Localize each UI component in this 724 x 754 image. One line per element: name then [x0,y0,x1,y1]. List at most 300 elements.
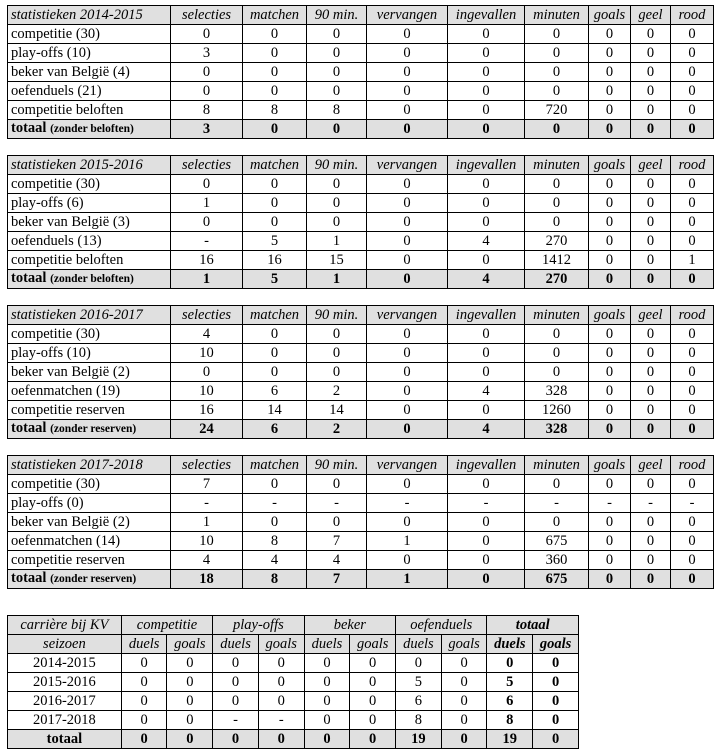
cell-value: 0 [307,44,367,63]
cell-value: 0 [589,325,631,344]
cell-value: 16 [243,251,307,270]
cell-value: 0 [307,363,367,382]
column-header: minuten [525,156,589,175]
header-row [8,6,714,25]
column-header: selecties [171,6,243,25]
cell-value: 1260 [525,401,589,420]
total-value: 0 [671,420,714,439]
column-header: vervangen [367,306,448,325]
total-value: 0 [307,120,367,139]
table-row [8,213,714,232]
cell-value: 0 [589,532,631,551]
career-total-value: 0 [121,730,167,749]
total-note: (zonder beloften) [50,123,134,135]
season-title: statistieken 2015-2016 [8,156,171,175]
career-row [8,692,579,711]
cell-value: 0 [525,344,589,363]
career-sub-label: duels [487,635,533,654]
column-header: goals [589,456,631,475]
cell-value: 0 [671,513,714,532]
table-row [8,382,714,401]
cell-value: 0 [589,344,631,363]
total-value: 0 [631,420,671,439]
cell-value: 4 [448,382,525,401]
total-value: 24 [171,420,243,439]
cell-value: 0 [671,175,714,194]
cell-value: 4 [171,325,243,344]
column-header: 90 min. [307,6,367,25]
column-header: ingevallen [448,6,525,25]
column-header: geel [631,6,671,25]
career-group-label: totaal [487,616,579,635]
cell-value: 0 [671,232,714,251]
career-total-value: 19 [396,730,442,749]
career-value: 8 [487,711,533,730]
total-row [8,270,714,289]
cell-value: 0 [589,213,631,232]
cell-value: 0 [243,363,307,382]
column-header: ingevallen [448,156,525,175]
career-value: 0 [304,654,350,673]
column-header: vervangen [367,456,448,475]
cell-value: 10 [171,532,243,551]
cell-value: 0 [631,401,671,420]
cell-value: 0 [243,344,307,363]
cell-value: 1412 [525,251,589,270]
season-table-2014-2015 [7,5,714,139]
column-header: goals [589,306,631,325]
table-row [8,363,714,382]
cell-value: 0 [448,63,525,82]
career-total-value: 0 [213,730,259,749]
column-header: goals [589,6,631,25]
cell-value: 0 [171,63,243,82]
career-value: 0 [533,692,579,711]
total-value: 0 [367,120,448,139]
cell-value: 0 [448,82,525,101]
cell-value: 720 [525,101,589,120]
column-header: minuten [525,306,589,325]
cell-value: 0 [448,401,525,420]
career-value: - [213,711,259,730]
cell-value: 0 [671,44,714,63]
total-label [8,420,171,439]
career-value: 0 [350,692,396,711]
column-header: ingevallen [448,456,525,475]
career-sub-label: duels [304,635,350,654]
cell-value: 0 [525,25,589,44]
row-label: beker van België (4) [8,63,171,82]
cell-value: 0 [631,63,671,82]
career-table [7,615,579,749]
cell-value: 0 [171,363,243,382]
total-value: 328 [525,420,589,439]
career-value: 0 [167,654,213,673]
cell-value: 0 [367,251,448,270]
cell-value: 3 [171,44,243,63]
row-label: competitie reserven [8,401,171,420]
cell-value: 0 [525,513,589,532]
career-sub-label: goals [350,635,396,654]
cell-value: 0 [171,213,243,232]
column-header: goals [589,156,631,175]
total-label [8,570,171,589]
career-sub-label: duels [396,635,442,654]
cell-value: 0 [307,194,367,213]
column-header: rood [671,6,714,25]
cell-value: 0 [525,194,589,213]
total-note: (zonder reserven) [50,573,137,585]
season-title: statistieken 2016-2017 [8,306,171,325]
total-value: 270 [525,270,589,289]
table-row [8,232,714,251]
row-label: beker van België (2) [8,363,171,382]
cell-value: 0 [589,475,631,494]
row-label: play-offs (0) [8,494,171,513]
table-row [8,25,714,44]
career-value: 0 [533,711,579,730]
total-row [8,420,714,439]
career-value: 0 [121,692,167,711]
table-row [8,475,714,494]
cell-value: 1 [671,251,714,270]
column-header: selecties [171,306,243,325]
total-text: totaal [11,420,47,436]
cell-value: 0 [243,25,307,44]
career-value: 5 [487,673,533,692]
total-text: totaal [11,570,47,586]
season-title: statistieken 2014-2015 [8,6,171,25]
column-header: vervangen [367,6,448,25]
cell-value: 0 [631,363,671,382]
career-value: 0 [441,654,487,673]
cell-value: 0 [367,401,448,420]
cell-value: 0 [367,175,448,194]
cell-value: - [171,494,243,513]
column-header: geel [631,156,671,175]
cell-value: 0 [448,551,525,570]
cell-value: 0 [448,251,525,270]
cell-value: 0 [367,325,448,344]
table-row [8,44,714,63]
cell-value: - [243,494,307,513]
season-table-2015-2016 [7,155,714,289]
cell-value: 0 [367,213,448,232]
season-title: statistieken 2017-2018 [8,456,171,475]
cell-value: 0 [307,175,367,194]
cell-value: 0 [631,82,671,101]
column-header: 90 min. [307,156,367,175]
cell-value: 0 [589,63,631,82]
cell-value: 0 [589,251,631,270]
column-header: rood [671,456,714,475]
career-value: 0 [258,654,304,673]
header-row [8,156,714,175]
cell-value: 0 [367,475,448,494]
cell-value: - [307,494,367,513]
career-value: 0 [350,711,396,730]
column-header: rood [671,306,714,325]
career-sub-label: goals [258,635,304,654]
total-value: 0 [448,120,525,139]
table-row [8,532,714,551]
cell-value: 0 [589,513,631,532]
total-value: 7 [307,570,367,589]
row-label: oefenduels (13) [8,232,171,251]
cell-value: 0 [367,63,448,82]
cell-value: 0 [589,363,631,382]
cell-value: 4 [448,232,525,251]
cell-value: 0 [448,175,525,194]
cell-value: 0 [671,475,714,494]
cell-value: 0 [671,382,714,401]
cell-value: 16 [171,401,243,420]
career-sub-label: duels [213,635,259,654]
cell-value: 0 [589,382,631,401]
table-row [8,401,714,420]
career-group-header [8,616,579,635]
cell-value: 0 [631,25,671,44]
cell-value: 0 [171,82,243,101]
cell-value: 0 [448,44,525,63]
career-value: 0 [350,654,396,673]
cell-value: 0 [671,101,714,120]
cell-value: 0 [671,551,714,570]
career-group-label: play-offs [213,616,304,635]
career-total-value: 0 [441,730,487,749]
total-text: totaal [11,270,47,286]
cell-value: 0 [171,175,243,194]
career-value: 0 [213,654,259,673]
career-value: 0 [121,711,167,730]
row-label: play-offs (10) [8,344,171,363]
cell-value: 1 [367,532,448,551]
row-label: beker van België (3) [8,213,171,232]
cell-value: 0 [631,532,671,551]
cell-value: 0 [307,63,367,82]
cell-value: 0 [307,344,367,363]
total-value: 4 [448,420,525,439]
cell-value: 0 [525,63,589,82]
cell-value: 0 [631,551,671,570]
cell-value: 7 [307,532,367,551]
cell-value: 0 [243,44,307,63]
cell-value: 10 [171,344,243,363]
cell-value: 0 [448,325,525,344]
career-group-label: beker [304,616,395,635]
career-value: 0 [441,711,487,730]
cell-value: 0 [307,475,367,494]
career-total-value: 0 [533,730,579,749]
cell-value: - [631,494,671,513]
career-group-label: competitie [121,616,212,635]
column-header: selecties [171,156,243,175]
cell-value: - [589,494,631,513]
career-value: 0 [304,692,350,711]
total-value: 0 [589,420,631,439]
table-row [8,63,714,82]
cell-value: 0 [631,344,671,363]
career-value: 5 [396,673,442,692]
career-total-value: 0 [304,730,350,749]
total-value: 0 [631,120,671,139]
column-header: vervangen [367,156,448,175]
cell-value: 15 [307,251,367,270]
career-value: 0 [533,654,579,673]
table-row [8,101,714,120]
season-table-2016-2017 [7,305,714,439]
career-sub-label: goals [533,635,579,654]
table-row [8,194,714,213]
row-label: competitie beloften [8,251,171,270]
cell-value: 0 [631,251,671,270]
total-value: 4 [448,270,525,289]
cell-value: 0 [631,513,671,532]
total-value: 6 [243,420,307,439]
table-row [8,82,714,101]
cell-value: - [171,232,243,251]
cell-value: 0 [631,475,671,494]
cell-value: 0 [243,513,307,532]
cell-value: 0 [243,82,307,101]
career-value: 0 [441,692,487,711]
cell-value: 4 [171,551,243,570]
cell-value: 6 [243,382,307,401]
total-value: 0 [448,570,525,589]
career-sub-label: goals [441,635,487,654]
career-value: 0 [396,654,442,673]
row-label: beker van België (2) [8,513,171,532]
cell-value: 0 [525,175,589,194]
career-title: carrière bij KV [8,616,122,635]
cell-value: 0 [367,363,448,382]
row-label: play-offs (6) [8,194,171,213]
cell-value: 0 [448,213,525,232]
cell-value: - [671,494,714,513]
total-value: 3 [171,120,243,139]
cell-value: 0 [671,82,714,101]
cell-value: 0 [367,513,448,532]
season-table-2017-2018 [7,455,714,589]
cell-value: 0 [589,401,631,420]
column-header: minuten [525,456,589,475]
table-row [8,551,714,570]
cell-value: 360 [525,551,589,570]
cell-value: 0 [367,232,448,251]
cell-value: 0 [525,325,589,344]
row-label: oefenmatchen (14) [8,532,171,551]
cell-value: 0 [367,194,448,213]
row-label: competitie reserven [8,551,171,570]
career-season: 2017-2018 [8,711,122,730]
cell-value: 0 [525,82,589,101]
header-row [8,306,714,325]
cell-value: 0 [367,82,448,101]
career-sub-label: duels [121,635,167,654]
cell-value: - [448,494,525,513]
total-label [8,270,171,289]
column-header: geel [631,306,671,325]
cell-value: 0 [367,551,448,570]
cell-value: 0 [631,101,671,120]
total-value: 0 [525,120,589,139]
career-total-value: 0 [350,730,396,749]
total-value: 0 [367,270,448,289]
total-value: 675 [525,570,589,589]
column-header: matchen [243,306,307,325]
career-value: 0 [487,654,533,673]
cell-value: 0 [367,25,448,44]
cell-value: 0 [307,325,367,344]
cell-value: 0 [448,194,525,213]
cell-value: 0 [671,363,714,382]
total-label [8,120,171,139]
cell-value: 8 [171,101,243,120]
total-value: 1 [307,270,367,289]
column-header: matchen [243,156,307,175]
cell-value: 0 [525,44,589,63]
cell-value: 675 [525,532,589,551]
column-header: 90 min. [307,306,367,325]
cell-value: 0 [307,25,367,44]
cell-value: 0 [171,25,243,44]
cell-value: 0 [243,175,307,194]
career-season: 2015-2016 [8,673,122,692]
cell-value: 0 [671,344,714,363]
column-header: selecties [171,456,243,475]
career-total-value: 0 [167,730,213,749]
total-value: 0 [671,570,714,589]
column-header: ingevallen [448,306,525,325]
cell-value: 4 [243,551,307,570]
career-value: 6 [396,692,442,711]
table-row [8,513,714,532]
total-value: 1 [171,270,243,289]
total-value: 0 [631,570,671,589]
header-row [8,456,714,475]
cell-value: 0 [589,175,631,194]
cell-value: 0 [589,551,631,570]
cell-value: 1 [171,194,243,213]
cell-value: 328 [525,382,589,401]
career-value: 0 [258,673,304,692]
cell-value: 14 [307,401,367,420]
table-row [8,251,714,270]
column-header: geel [631,456,671,475]
cell-value: 0 [671,213,714,232]
cell-value: 0 [589,82,631,101]
cell-value: 2 [307,382,367,401]
career-row [8,711,579,730]
cell-value: 0 [367,101,448,120]
cell-value: 0 [448,344,525,363]
row-label: competitie (30) [8,25,171,44]
career-row [8,654,579,673]
cell-value: 0 [525,475,589,494]
cell-value: 0 [307,82,367,101]
cell-value: 0 [589,44,631,63]
column-header: 90 min. [307,456,367,475]
cell-value: 0 [448,101,525,120]
cell-value: 0 [243,63,307,82]
cell-value: 0 [448,513,525,532]
cell-value: 0 [243,475,307,494]
cell-value: 0 [671,194,714,213]
table-row [8,494,714,513]
cell-value: 0 [367,344,448,363]
cell-value: 7 [171,475,243,494]
cell-value: 0 [448,25,525,44]
